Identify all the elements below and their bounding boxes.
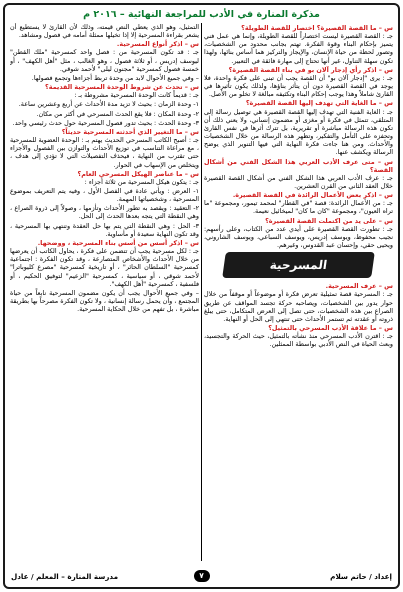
page-frame: [3, 3, 400, 589]
answer-paragraph: جـ : المسرحية قصة تمثيلية تعرض فكرة أو موضوعاً أو موقفاً من خلال حوار يدور بين الشخصيات، ويصاحبه حركة تجسد المواقف عن طريق الصراع بين هذه الشخصيات، حتى تصل إلى العرض المتكامل، حتى يبلغ ذروته أو عقدته ثم تستمر الأحداث حتى تنتهي إلى الحل أو النهاية.: [203, 290, 393, 323]
answer-paragraph: جـ : لكل مسرحية يجب أن تتضمن على فكرة ، يحاول الكاتب أن يعرضها من خلال الأحداث والأشخاص المتصارعة ، وقد تكون الفكرة : اجتماعية كمسرحية "السلطان الحائر" ، أو تاريخية كمسرحية "مصرع كليوباترا" لأحمد شوقي ، أو سياسية ، كمسرحية "الزعيم" لتوفيق الحكيم ، أو فلسفية ، كمسرحية "أهل الكهف".: [9, 247, 199, 288]
question-heading: س – ما التغيير الذي أحدثته المسرحية حديثاً؟: [61, 127, 199, 136]
answer-paragraph: جـ : القصة القصيرة ليست اختصاراً للقصة الطويلة، وإنما هي عمل فني يتميز بإحكام البناء وقوة الفكرة. تهتم بجانب محدود من الشخصيات، وتصور لحظة من حياة الإنسان، والإيجاز والتركيز هما أساس بنائها، ولهذا تكون سهلة التناول، غير أنها تحتاج إلى مهارة فائقة في التعبير.: [203, 32, 393, 65]
right-column: [204, 23, 393, 561]
question-heading: س – متى عرف الأدب العربي هذا الشكل الفني من أشكال القصة؟: [203, 157, 393, 174]
column-divider: [201, 23, 202, 561]
answer-paragraph: – وفي جميع الأحوال يجب أن يكون مضمون المسرحية نابعاً من حياة المجتمع ، وأن يحمل رسالة إنسانية ، ولا تكون الفكرة مصرحاً بها بطريقة مباشرة ، بل تفهم من خلال الحكاية المسرحية.: [9, 288, 199, 314]
question-heading: س – ما علاقة الأدب المسرحي بالتمثيل؟: [268, 324, 393, 332]
page-number: ٧: [194, 570, 210, 582]
answer-paragraph: ١- العرض : ويأتي عادة في الفصل الأول ، وفيه يتم التعريف بموضوع المسرحية ، وشخصياتها المهمة.: [9, 186, 199, 204]
answer-paragraph: جـ : يرى "إدجار آلان بو" أن القصة يجب أن تبنى على فكرة واحدة، فلا يوجد في القصة القصيرة دون أن يتأثر بناؤها، ولذلك يكون تأثيرها في القارئ شاملاً وهذا يوجب إحكام البناء وتكثيفه مبالغة لا تخلو من الأصل.: [203, 73, 393, 99]
question-heading: س – اذكر بعض الأعمال الرائدة في القصة القصيرة.: [232, 191, 393, 200]
question-heading: س – على يد من اكتملت القصة القصيرة؟: [265, 216, 393, 225]
answer-paragraph: جـ : اقترن الأدب المسرحي منذ نشأته بالتمثيل، حيث الحركة والتجسيد، وبعث الحياة في النص الأدبي بواسطة الممثلين.: [203, 332, 393, 349]
answer-paragraph: جـ : من الأعمال الرائدة: قصة "في القطار" لمحمد تيمور، ومجموعة "ما تراه العيون"، ومجموعة "كان ما كان" لميخائيل نعيمة.: [203, 199, 393, 216]
question-heading: س – تحدث عن شروط الوحدة المسرحية القديمة؟: [45, 83, 199, 92]
answer-paragraph: ٢- التعقيد : ويقصد به تطور الأحداث وتأزمها ، وصولاً إلى ذروة الصراع ، وهي النقطة التي يتجه بعدها الحدث إلى الحل.: [9, 204, 199, 221]
answer-paragraph: ٣- الحل : وهي النقطة التي يتم بها حل العقدة وتنتهي بها المسرحية ، وقد تكون النهاية سعيدة أو مأساوية.: [9, 221, 199, 238]
left-column: [10, 23, 199, 561]
page-footer: [11, 569, 392, 583]
question-heading: س – اذكر أنواع المسرحية.: [116, 40, 199, 49]
footer-school: مدرسة المنارة – المعلم / عادل: [11, 571, 119, 581]
question-heading: س – اذكر رأي إدجار آلان بو في بناء القصة القصيرة؟: [228, 65, 393, 74]
content-columns: [10, 23, 393, 561]
question-heading: س – ما القصة القصيرة؟ اختصار للقصة الطويلة؟: [241, 24, 393, 32]
answer-paragraph: – وفي جميع الأحوال لابد من وحدة تربط أجزاءها وتجمع فصولها.: [31, 73, 199, 82]
footer-author: إعداد / حاتم سلام: [330, 571, 392, 581]
answer-paragraph: جـ : قد تكون المسرحية من : فصل واحد كمسرحية "ملك القطن" ليوسف إدريس ، أو ثلاثة فصول ، وهو الغالب ، مثل "أهل الكهف" ، أو خمسة فصول كمسرحية "مجنون ليلى" لأحمد شوقي.: [9, 48, 199, 73]
answer-paragraph: ٣- وحدة الحدث : بحيث تدور فصول المسرحية حول حدث رئيسي واحد.: [12, 118, 199, 127]
answer-paragraph: التمثيل، وهو الذي يعطي النص قيمته، وذلك لأن القارئ لا يستطيع أن يشعر بقراءة المسرحية إلا إذا تخيلها ممثلة أمامه في فصول ومشاهد.: [9, 23, 199, 40]
answer-paragraph: جـ : قديماً كانت الوحدة المسرحية مشروطة بـ :: [74, 91, 199, 100]
answer-paragraph: جـ : أصبح الكاتب المسرحي الحديث يهتم بـ : الوحدة العضوية للمسرحية ، مع مراعاة التناسب في توزيع الأحداث والتوازن بين الفصول والأجزاء حتى تقترب من النهاية ، فيحذف التفصيلات التي لا تؤدي إلى هدف ، ويتخلص من الإسهاب في الحوار.: [9, 136, 199, 169]
page-title: مذكرة المنارة في الأدب للمراجعة النهائية – ٢٠١٦ م: [83, 9, 320, 20]
answer-paragraph: جـ : الغاية الفنية التي تهدف إليها القصة القصيرة هي توصيل رسالة إلى المتلقي، تتمثل في فكرة أو مغزى أو مضمون إنساني، ولا يعني ذلك أن تكون هذه الرسالة مباشرة أو تقريرية، بل تترك أثرها في نفس القارئ وتحفزه على التأمل والتفكير، وتظهر هذه الرسالة من خلال الشخصيات والأحداث. ومن هنا جاءت فكرة النهاية التي فيها التنوير الذي يوضح الرسالة ويكشف عنها.: [203, 107, 393, 157]
answer-paragraph: جـ : يتكون هيكل المسرحية من ثلاثة أجزاء :: [84, 177, 199, 186]
answer-paragraph: جـ : تطورت القصة القصيرة على أيدي عدد من الكتاب، وعلى رأسهم: نجيب محفوظ، ويوسف إدريس، ويوسف السباعي، ويوسف الشاروني، ويحيى حقي، وإحسان عبد القدوس، وغيرهم.: [203, 224, 393, 250]
question-heading: س – ما الغاية التي تهدف إليها القصة القصيرة؟: [245, 99, 393, 108]
answer-paragraph: ٢- وحدة المكان : فلا يقع الحدث المسرحي في أكثر من مكان.: [36, 109, 199, 118]
question-heading: س – ما عناصر الهيكل المسرحي العام؟: [77, 169, 199, 178]
answer-paragraph: ١- وحدة الزمان : بحيث لا تزيد مدة الأحداث عن أربع وعشرين ساعة.: [18, 100, 199, 109]
answer-paragraph: جـ : عرف الأدب العربي هذا الشكل الفني من أشكال القصة القصيرة خلال العقد الثاني من القرن العشرين.: [203, 173, 393, 190]
question-heading: س – اذكر أسس من أسس بناء المسرحية ، ووضحها.: [37, 238, 199, 247]
section-banner: المسرحية: [222, 252, 375, 278]
question-heading: س – عرف المسرحية.: [325, 282, 393, 291]
